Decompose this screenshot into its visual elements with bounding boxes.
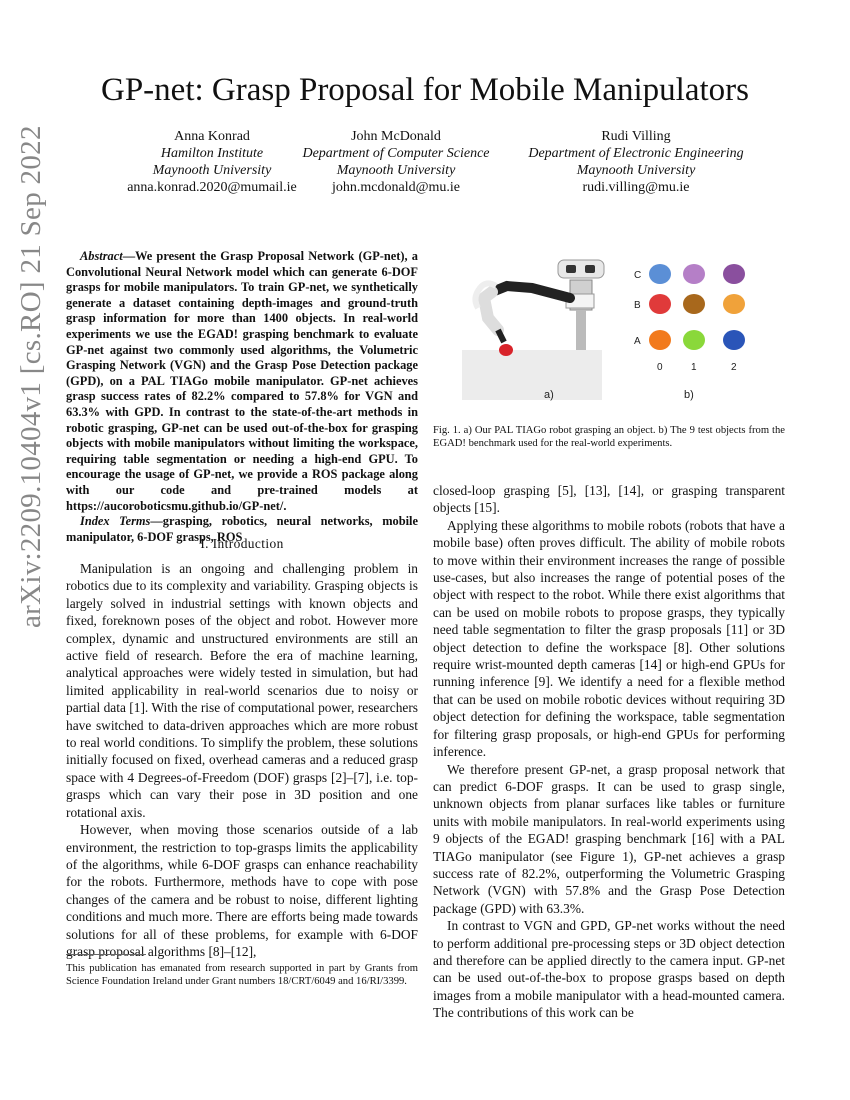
paragraph: In contrast to VGN and GPD, GP-net works without the need to perform additional pre-processing steps or 3D object detection and therefore can be applied directly to the camera input. GP-net can be used out-of-the-box to propose grasps based on depth images from a mobile manipulator with a head-mounted camera. The contributions of this work can be bbox=[433, 918, 785, 1021]
author-university: Maynooth University bbox=[576, 163, 696, 178]
col-label-0: 0 bbox=[657, 362, 663, 373]
author-block-2 bbox=[276, 128, 516, 196]
row-label-B: B bbox=[634, 300, 641, 311]
egad-object-A1 bbox=[683, 330, 705, 350]
panel-b-label: b) bbox=[684, 389, 694, 401]
paper-title: GP-net: Grasp Proposal for Mobile Manipulators bbox=[101, 72, 749, 108]
author-email: john.mcdonald@mu.ie bbox=[332, 180, 460, 195]
paragraph: We therefore present GP-net, a grasp proposal network that can predict 6-DOF grasps. It can be used to grasp single, unknown objects from planar surfaces like tables or furniture units with mobile manipulators. In real-world experiments using 9 objects of the EGAD! grasping benchmark [16] with a PAL TIAGo manipulator (see Figure 1), GP-net achieves a grasp success rate of 82.2%, outperforming the Volumetric Grasping Network (VGN) with 57.8% and the Grasp Pose Detection package (GPD) with 63.3%. bbox=[433, 761, 785, 916]
author-university: Maynooth University bbox=[152, 163, 272, 178]
author-affiliation: Department of Computer Science bbox=[302, 146, 490, 161]
egad-object-C0 bbox=[649, 264, 671, 284]
robot-photo bbox=[462, 258, 762, 406]
col-label-2: 2 bbox=[731, 362, 737, 373]
egad-object-B1 bbox=[683, 294, 705, 314]
abstract-label: Abstract bbox=[80, 249, 123, 263]
row-label-C: C bbox=[634, 270, 642, 281]
figure-1 bbox=[462, 258, 762, 406]
author-name: John McDonald bbox=[351, 129, 441, 144]
index-terms-text: —grasping, robotics, neural networks, mobile manipulator, 6-DOF grasps, ROS bbox=[66, 514, 418, 544]
intro-column bbox=[66, 560, 418, 960]
footnote: This publication has emanated from research supported in part by Grants from Science Foundation Ireland under Grant numbers 18/CRT/6049 and 16/RI/3399. bbox=[66, 963, 418, 987]
figure-caption: Fig. 1. a) Our PAL TIAGo robot grasping an object. b) The 9 test objects from the EGAD! benchmark used for the real-world experiments. bbox=[433, 425, 785, 449]
egad-object-A0 bbox=[649, 330, 671, 350]
col-label-1: 1 bbox=[691, 362, 697, 373]
author-email: rudi.villing@mu.ie bbox=[582, 180, 690, 195]
author-block-3 bbox=[516, 128, 756, 196]
egad-object-A2 bbox=[723, 330, 745, 350]
egad-object-B0 bbox=[649, 294, 671, 314]
row-label-A: A bbox=[634, 336, 641, 347]
egad-object-C1 bbox=[683, 264, 705, 284]
paragraph: Applying these algorithms to mobile robots (robots that have a mobile base) often proves difficult. The ability of mobile robots to move within their environment increases the range of possible use-cases, but also increases the range of potential poses of the object with respect to the robot. While there exist algorithms that can be used on mobile robots to propose grasps, they typically need table segmentation to filter the grasp proposals [11] or 3D object detection to define the workspace [8]. Other solutions require wrist-mounted depth cameras [14] or high-end GPUs for running inference [9]. We identify a need for a flexible method that can be used on mobile robotic devices without requiring 3D object detection for defining the workspace, table segmentation for filtering grasp proposals, or high-end GPUs for performing inference. bbox=[433, 517, 785, 760]
arxiv-stamp: arXiv:2209.10404v1 [cs.RO] 21 Sep 2022 bbox=[15, 125, 47, 628]
footnote-rule bbox=[66, 954, 146, 955]
egad-object-C2 bbox=[723, 264, 745, 284]
paragraph: closed-loop grasping [5], [13], [14], or grasping transparent objects [15]. bbox=[433, 483, 785, 516]
paragraph: However, when moving those scenarios outside of a lab environment, the restriction to top-grasps limits the applicability of the algorithms, while 6-DOF grasps can enhance reachability for the robots. Furthermore, methods have to cope with pose changes of the camera and be robust to noise, different lighting conditions and much more. There are efforts being made towards solutions for all of these problems, for example with 6-DOF grasp proposal algorithms [8]–[12], bbox=[66, 822, 418, 959]
author-email: anna.konrad.2020@mumail.ie bbox=[127, 180, 297, 195]
author-affiliation: Hamilton Institute bbox=[160, 146, 264, 161]
abstract bbox=[66, 249, 418, 545]
panel-a-label: a) bbox=[544, 389, 554, 401]
author-affiliation: Department of Electronic Engineering bbox=[528, 146, 744, 161]
paragraph: Manipulation is an ongoing and challenging problem in robotics due to its complexity and variability. Grasping objects is largely solved in industrial settings with known objects and fixed, foreknown poses of the object and robot. However more complex, dynamic and unstructured environments are still an active field of research. Before the era of machine learning, analytical approaches were widely tested in simulation, but had limited applicability in real-world scenarios due to noisy or partial data [1]. With the rise of computational power, researchers have switched to data-driven approaches which are more robust to real world conditions. To simplify the problem, these solutions initially focused on fixed, overhead cameras and a reduced grasp space with 4 Degrees-of-Freedom (DOF) grasps [2]–[7], i.e. top-grasps which can vary their pose in 3D position and one rotational axis. bbox=[66, 561, 418, 820]
author-name: Rudi Villing bbox=[601, 129, 671, 144]
section-heading: I. Introduction bbox=[200, 536, 284, 551]
egad-object-B2 bbox=[723, 294, 745, 314]
author-university: Maynooth University bbox=[336, 163, 456, 178]
index-terms-label: Index Terms bbox=[80, 514, 151, 529]
right-column bbox=[433, 482, 785, 1022]
author-name: Anna Konrad bbox=[174, 129, 250, 144]
abstract-text: —We present the Grasp Proposal Network (GP-net), a Convolutional Neural Network model which can generate 6-DOF grasps for mobile manipulators. To train GP-net, we synthetically generate a dataset containing depth-images and ground-truth grasp information for more than 1400 objects. In real-world experiments we use the EGAD! grasping benchmark to evaluate GP-net against two commonly used algorithms, the Volumetric Grasping Network (VGN) and the Grasp Pose Detection package (GPD), on a PAL TIAGo mobile manipulator. GP-net achieves grasp success rates of 82.2% compared to 57.8% for VGN and 63.3% with GPD. In contrast to the state-of-the-art methods in robotic grasping, GP-net can be used out-of-the-box for grasping objects with mobile manipulators without limiting the workspace, requiring table segmentation or needing a high-end GPU. To encourage the usage of GP-net, we provide a ROS package along with our code and pre-trained models at https://aucoroboticsmu.github.io/GP-net/. bbox=[66, 249, 418, 513]
